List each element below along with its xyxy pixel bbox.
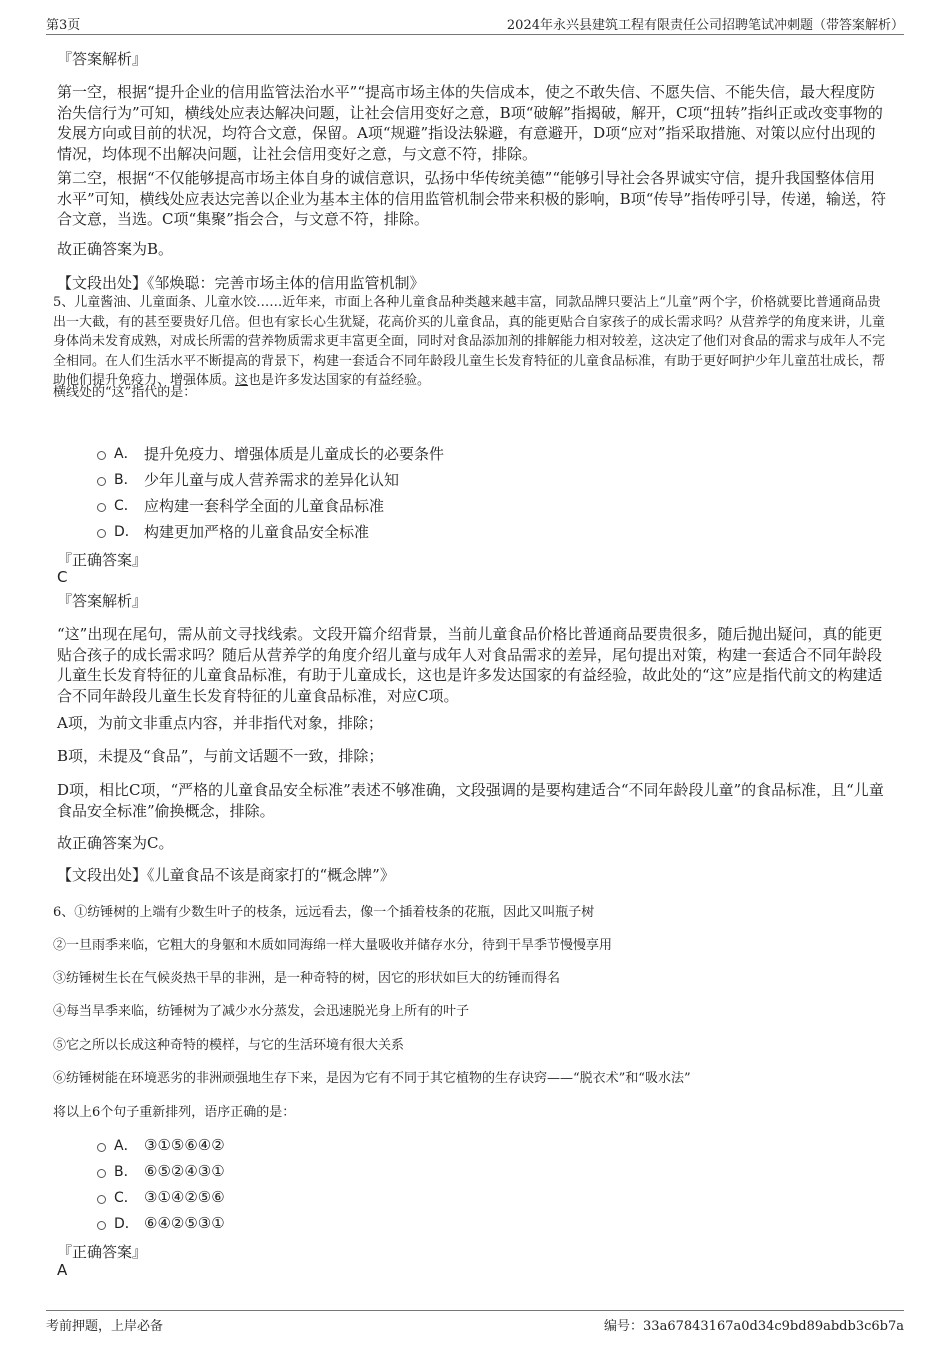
q6-option-c[interactable]: C． ③①④②⑤⑥ bbox=[97, 1187, 225, 1207]
q5-source: 【文段出处】《儿童食品不该是商家打的“概念牌”》 bbox=[57, 866, 395, 884]
q6-sentence-1: 6、①纺锤树的上端有少数生叶子的枝条，远远看去，像一个插着枝条的花瓶，因此又叫瓶子树 bbox=[53, 905, 595, 920]
radio-icon[interactable] bbox=[97, 1143, 106, 1152]
q5-analysis-para1: “这”出现在尾句，需从前文寻找线索。文段开篇介绍背景，当前儿童食品价格比普通商品要贵很多，随后抛出疑问，真的能更贴合孩子的成长需求吗？随后从营养学的角度介绍儿童与成年人对食品需求的差异，尾句提出对策，构建一套适合不同年龄段儿童生长发育特征的儿童食品标准，有助于儿童成长，这也是许多发达国家的有益经验，故此处的“这”应是指代前文的构建适合不同年龄段儿童生长发育特征的儿童食品标准，对应C项。 bbox=[57, 625, 883, 705]
q6-sentence-2: ②一旦雨季来临，它粗大的身躯和木质如同海绵一样大量吸收并储存水分，待到干旱季节慢慢享用 bbox=[53, 938, 613, 953]
q6-sentence-6: ⑥纺锤树能在环境恶劣的非洲顽强地生存下来，是因为它有不同于其它植物的生存诀窍——“脱衣术”和“吸水法” bbox=[53, 1071, 691, 1086]
q6-option-d[interactable]: D． ⑥④②⑤③① bbox=[97, 1213, 225, 1233]
q5-option-a[interactable]: A． 提升免疫力、增强体质是儿童成长的必要条件 bbox=[97, 443, 444, 463]
q5-conclusion: 故正确答案为C。 bbox=[57, 834, 174, 852]
document-id: 编号：33a67843167a0d34c9bd89abdb3c6b7a bbox=[604, 1319, 904, 1334]
document-title: 2024年永兴县建筑工程有限责任公司招聘笔试冲刺题（带答案解析） bbox=[506, 18, 904, 33]
q5-analysis-para2: A项，为前文非重点内容，并非指代对象，排除； bbox=[57, 714, 383, 732]
q6-answer: A bbox=[57, 1261, 68, 1279]
q6-option-b[interactable]: B． ⑥⑤②④③① bbox=[97, 1161, 225, 1181]
radio-icon[interactable] bbox=[97, 1195, 106, 1204]
q4-conclusion: 故正确答案为B。 bbox=[57, 240, 174, 258]
q5-stem: 5、儿童酱油、儿童面条、儿童水饺……近年来，市面上各种儿童食品种类越来越丰富，同款品牌只要沾上“儿童”两个字，价格就要比普通商品贵出一大截，有的甚至要贵好几倍。但也有家长心生犹疑，花高价买的儿童食品，真的能更贴合自家孩子的成长需求吗？从营养学的角度来讲，儿童身体尚未发育成熟，对成长所需的营养物质需求更丰富更全面，同时对食品添加剂的排解能力相对较差，这决定了他们对食品的需求与成年人不完全相同。在人们生活水平不断提高的背景下，构建一套适合不同年龄段儿童生长发育特征的儿童食品标准，有助于更好呵护少年儿童茁壮成长，帮助他们提升免疫力、增强体质。这也是许多发达国家的有益经验。 bbox=[53, 295, 886, 388]
q6-sentence-4: ④每当旱季来临，纺锤树为了减少水分蒸发，会迅速脱光身上所有的叶子 bbox=[53, 1004, 470, 1019]
q6-option-a[interactable]: A． ③①⑤⑥④② bbox=[97, 1135, 225, 1155]
q4-analysis-label: 『答案解析』 bbox=[57, 50, 148, 68]
q5-question: 横线处的“这”指代的是： bbox=[53, 385, 197, 400]
radio-icon[interactable] bbox=[97, 503, 106, 512]
q5-answer: C bbox=[57, 568, 68, 586]
q6-sentence-5: ⑤它之所以长成这种奇特的模样，与它的生活环境有很大关系 bbox=[53, 1038, 405, 1053]
q5-analysis-para3: B项，未提及“食品”，与前文话题不一致，排除； bbox=[57, 747, 384, 765]
q6-question: 将以上6个句子重新排列，语序正确的是： bbox=[53, 1105, 296, 1120]
footer-slogan: 考前押题，上岸必备 bbox=[46, 1319, 164, 1334]
q5-option-d[interactable]: D． 构建更加严格的儿童食品安全标准 bbox=[97, 521, 369, 541]
radio-icon[interactable] bbox=[97, 529, 106, 538]
q5-option-c[interactable]: C． 应构建一套科学全面的儿童食品标准 bbox=[97, 495, 384, 515]
q5-analysis-para4: D项，相比C项，“严格的儿童食品安全标准”表述不够准确，文段强调的是要构建适合“不同年龄段儿童”的食品标准，且“儿童食品安全标准”偷换概念，排除。 bbox=[57, 781, 884, 820]
q5-answer-label: 『正确答案』 bbox=[57, 551, 148, 569]
radio-icon[interactable] bbox=[97, 1221, 106, 1230]
q4-analysis-para2: 第二空，根据“不仅能够提高市场主体自身的诚信意识，弘扬中华传统美德”“能够引导社会各界诚实守信，提升我国整体信用水平”可知，横线处应表达完善以企业为基本主体的信用监管机制会带来积极的影响，B项“传导”指传呼引导，传递，输送，符合文意，当选。C项“集聚”指会合，与文意不符，排除。 bbox=[57, 169, 887, 228]
radio-icon[interactable] bbox=[97, 1169, 106, 1178]
q5-analysis-label: 『答案解析』 bbox=[57, 592, 148, 610]
radio-icon[interactable] bbox=[97, 451, 106, 460]
q5-option-b[interactable]: B． 少年儿童与成人营养需求的差异化认知 bbox=[97, 469, 399, 489]
page-number: 第3页 bbox=[46, 18, 81, 33]
q6-sentence-3: ③纺锤树生长在气候炎热干旱的非洲，是一种奇特的树，因它的形状如巨大的纺锤而得名 bbox=[53, 971, 561, 986]
q5-underlined-word: 这 bbox=[235, 373, 249, 388]
q4-analysis-para1: 第一空，根据“提升企业的信用监管法治水平”“提高市场主体的失信成本，使之不敢失信、不愿失信、不能失信，最大程度防治失信行为”可知，横线处应表达解决问题，让社会信用变好之意，B项“破解”指揭破，解开，C项“扭转”指纠正或改变事物的发展方向或目前的状况，均符合文意，保留。A项“规避”指设法躲避，有意避开，D项“应对”指采取措施、对策以应付出现的情况，均体现不出解决问题，让社会信用变好之意，与文意不符，排除。 bbox=[57, 83, 883, 163]
q4-source: 【文段出处】《邹焕聪：完善市场主体的信用监管机制》 bbox=[57, 274, 425, 292]
page-header bbox=[46, 14, 904, 35]
q6-answer-label: 『正确答案』 bbox=[57, 1243, 148, 1261]
page-footer bbox=[46, 1310, 904, 1334]
radio-icon[interactable] bbox=[97, 477, 106, 486]
